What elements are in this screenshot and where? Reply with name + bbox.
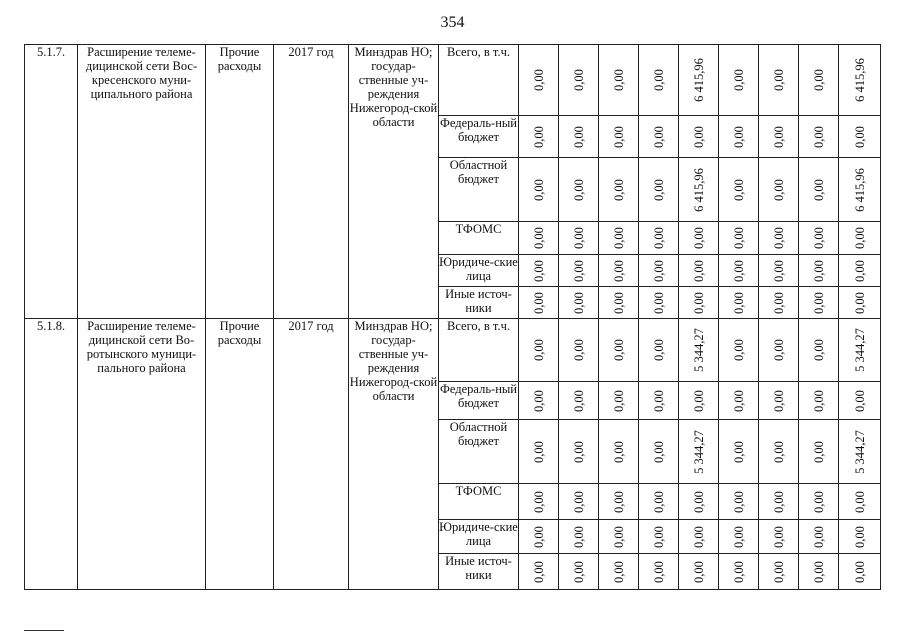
value-cell	[799, 222, 839, 255]
value-cell	[559, 287, 599, 319]
value-text: 0,00	[611, 560, 626, 583]
value-cell	[759, 255, 799, 287]
value-cell	[639, 116, 679, 158]
value-text: 0,00	[811, 227, 826, 249]
value-cell	[519, 554, 559, 590]
value-text: 0,00	[651, 69, 666, 91]
value-cell	[639, 484, 679, 520]
value-text: 0,00	[571, 69, 586, 91]
value-text: 0,00	[731, 259, 746, 282]
value-text: 0,00	[651, 227, 666, 249]
value-cell	[599, 255, 639, 287]
funding-source: Федераль-ный бюджет	[439, 382, 519, 420]
value-text: 0,00	[731, 291, 746, 314]
funding-source: Федераль-ный бюджет	[439, 116, 519, 158]
value-text: 0,00	[731, 69, 746, 91]
value-text: 0,00	[731, 490, 746, 513]
value-text: 0,00	[771, 125, 786, 148]
value-cell	[599, 287, 639, 319]
footer-rule	[24, 630, 64, 631]
table-row	[25, 45, 881, 116]
value-text: 0,00	[531, 125, 546, 148]
funding-source: Областной бюджет	[439, 420, 519, 484]
value-cell	[799, 255, 839, 287]
item-name: Расширение телеме-дицинской сети Во-ротынского муници-пального района	[78, 319, 206, 590]
value-cell	[839, 484, 881, 520]
value-text: 0,00	[691, 560, 706, 583]
value-text: 0,00	[531, 440, 546, 463]
value-cell	[639, 222, 679, 255]
page-number: 354	[440, 14, 465, 31]
value-cell	[679, 382, 719, 420]
value-text: 0,00	[531, 69, 546, 91]
funding-source: ТФОМС	[439, 222, 519, 255]
executor: Минздрав НО; государ-ственные уч-реждения Нижегород-ской области	[349, 319, 439, 590]
value-cell	[799, 520, 839, 554]
value-cell	[759, 420, 799, 484]
value-cell	[839, 116, 881, 158]
value-cell	[559, 222, 599, 255]
funding-source: Областной бюджет	[439, 158, 519, 222]
value-cell	[679, 319, 719, 382]
value-cell	[799, 382, 839, 420]
expense-type: Прочие расходы	[206, 319, 274, 590]
value-cell	[599, 554, 639, 590]
value-text: 0,00	[852, 389, 867, 412]
value-text: 0,00	[852, 490, 867, 513]
value-cell	[519, 382, 559, 420]
value-cell	[599, 45, 639, 116]
value-text: 6 415,96	[691, 58, 706, 102]
value-text: 6 415,96	[852, 58, 867, 102]
value-cell	[719, 287, 759, 319]
value-text: 0,00	[771, 389, 786, 412]
value-text: 5 344,27	[852, 429, 867, 474]
value-cell	[719, 484, 759, 520]
year: 2017 год	[274, 319, 349, 590]
value-text: 0,00	[651, 178, 666, 201]
value-text: 0,00	[611, 389, 626, 412]
value-cell	[639, 158, 679, 222]
value-cell	[799, 158, 839, 222]
value-cell	[839, 287, 881, 319]
value-text: 0,00	[691, 525, 706, 548]
value-cell	[559, 554, 599, 590]
value-text: 0,00	[811, 525, 826, 548]
value-text: 0,00	[611, 227, 626, 249]
value-text: 0,00	[811, 440, 826, 463]
value-cell	[799, 420, 839, 484]
value-text: 0,00	[651, 291, 666, 314]
value-cell	[719, 222, 759, 255]
value-text: 0,00	[811, 178, 826, 201]
value-text: 0,00	[571, 490, 586, 513]
value-cell	[839, 382, 881, 420]
value-cell	[519, 222, 559, 255]
value-text: 5 344,27	[852, 328, 867, 372]
value-cell	[759, 287, 799, 319]
value-text: 0,00	[531, 178, 546, 201]
value-text: 0,00	[611, 440, 626, 463]
funding-source: Всего, в т.ч.	[439, 45, 519, 116]
value-text: 0,00	[571, 227, 586, 249]
value-text: 0,00	[811, 291, 826, 314]
value-cell	[519, 319, 559, 382]
value-cell	[839, 255, 881, 287]
value-cell	[799, 484, 839, 520]
value-cell	[839, 45, 881, 116]
value-cell	[799, 116, 839, 158]
value-text: 0,00	[571, 525, 586, 548]
value-text: 0,00	[651, 490, 666, 513]
funding-source: Иные источ-ники	[439, 554, 519, 590]
value-cell	[679, 484, 719, 520]
value-cell	[759, 484, 799, 520]
value-cell	[599, 222, 639, 255]
value-cell	[679, 420, 719, 484]
value-cell	[839, 520, 881, 554]
year: 2017 год	[274, 45, 349, 319]
value-text: 0,00	[651, 440, 666, 463]
value-cell	[519, 255, 559, 287]
value-cell	[719, 382, 759, 420]
item-code: 5.1.7.	[25, 45, 78, 319]
value-text: 0,00	[731, 178, 746, 201]
executor: Минздрав НО; государ-ственные уч-реждения Нижегород-ской области	[349, 45, 439, 319]
value-cell	[679, 222, 719, 255]
value-cell	[599, 319, 639, 382]
value-text: 6 415,96	[691, 167, 706, 212]
value-text: 0,00	[691, 259, 706, 282]
value-text: 0,00	[531, 389, 546, 412]
value-cell	[679, 158, 719, 222]
value-text: 6 415,96	[852, 167, 867, 212]
expense-type: Прочие расходы	[206, 45, 274, 319]
value-cell	[719, 158, 759, 222]
value-text: 0,00	[852, 259, 867, 282]
value-text: 0,00	[771, 69, 786, 91]
value-cell	[519, 158, 559, 222]
value-cell	[839, 158, 881, 222]
value-cell	[559, 158, 599, 222]
item-name: Расширение телеме-дицинской сети Вос-кресенского муни-ципального района	[78, 45, 206, 319]
value-text: 0,00	[651, 525, 666, 548]
item-code: 5.1.8.	[25, 319, 78, 590]
value-cell	[599, 484, 639, 520]
value-text: 0,00	[852, 525, 867, 548]
value-text: 5 344,27	[691, 429, 706, 474]
value-cell	[519, 116, 559, 158]
funding-source: ТФОМС	[439, 484, 519, 520]
value-cell	[679, 287, 719, 319]
value-cell	[519, 484, 559, 520]
value-cell	[719, 420, 759, 484]
value-text: 0,00	[811, 490, 826, 513]
value-cell	[599, 116, 639, 158]
value-text: 0,00	[611, 259, 626, 282]
value-text: 0,00	[571, 560, 586, 583]
value-text: 0,00	[611, 525, 626, 548]
value-cell	[839, 420, 881, 484]
value-cell	[719, 554, 759, 590]
value-cell	[519, 45, 559, 116]
value-cell	[599, 520, 639, 554]
value-text: 0,00	[571, 389, 586, 412]
value-cell	[679, 520, 719, 554]
value-cell	[639, 319, 679, 382]
value-text: 0,00	[531, 525, 546, 548]
value-text: 0,00	[571, 178, 586, 201]
value-text: 0,00	[731, 339, 746, 361]
funding-source: Юридиче-ские лица	[439, 255, 519, 287]
value-text: 0,00	[611, 339, 626, 361]
value-cell	[639, 255, 679, 287]
value-cell	[639, 420, 679, 484]
value-text: 0,00	[531, 560, 546, 583]
value-cell	[719, 520, 759, 554]
value-text: 0,00	[611, 490, 626, 513]
value-text: 0,00	[531, 291, 546, 314]
value-text: 0,00	[531, 259, 546, 282]
value-text: 0,00	[691, 291, 706, 314]
value-text: 0,00	[731, 525, 746, 548]
value-text: 0,00	[771, 339, 786, 361]
value-cell	[559, 484, 599, 520]
budget-table	[24, 44, 881, 590]
value-cell	[719, 319, 759, 382]
value-cell	[799, 45, 839, 116]
value-cell	[679, 116, 719, 158]
value-cell	[599, 158, 639, 222]
value-text: 0,00	[852, 291, 867, 314]
value-cell	[839, 554, 881, 590]
value-text: 0,00	[811, 339, 826, 361]
value-text: 0,00	[811, 125, 826, 148]
value-text: 0,00	[611, 125, 626, 148]
value-text: 0,00	[852, 227, 867, 249]
value-text: 0,00	[731, 227, 746, 249]
value-cell	[759, 116, 799, 158]
value-text: 0,00	[531, 490, 546, 513]
value-text: 0,00	[691, 227, 706, 249]
value-text: 0,00	[771, 490, 786, 513]
table-row	[25, 319, 881, 382]
value-cell	[519, 287, 559, 319]
value-text: 5 344,27	[691, 328, 706, 372]
value-cell	[759, 319, 799, 382]
value-cell	[559, 520, 599, 554]
value-text: 0,00	[611, 178, 626, 201]
value-text: 0,00	[771, 178, 786, 201]
value-text: 0,00	[811, 560, 826, 583]
value-text: 0,00	[771, 259, 786, 282]
value-cell	[599, 420, 639, 484]
value-text: 0,00	[611, 291, 626, 314]
value-text: 0,00	[571, 259, 586, 282]
value-cell	[639, 520, 679, 554]
value-text: 0,00	[691, 125, 706, 148]
value-cell	[679, 554, 719, 590]
value-text: 0,00	[771, 227, 786, 249]
value-cell	[559, 116, 599, 158]
value-text: 0,00	[651, 560, 666, 583]
value-text: 0,00	[852, 560, 867, 583]
value-text: 0,00	[811, 69, 826, 91]
value-cell	[639, 554, 679, 590]
value-cell	[759, 158, 799, 222]
value-text: 0,00	[811, 389, 826, 412]
value-cell	[799, 319, 839, 382]
funding-source: Всего, в т.ч.	[439, 319, 519, 382]
value-text: 0,00	[771, 291, 786, 314]
value-text: 0,00	[771, 440, 786, 463]
value-cell	[719, 45, 759, 116]
value-cell	[639, 287, 679, 319]
value-cell	[519, 520, 559, 554]
value-cell	[839, 319, 881, 382]
value-cell	[719, 116, 759, 158]
value-cell	[559, 319, 599, 382]
table-body	[25, 45, 881, 590]
value-text: 0,00	[731, 389, 746, 412]
value-text: 0,00	[731, 560, 746, 583]
value-cell	[679, 45, 719, 116]
value-cell	[559, 45, 599, 116]
value-text: 0,00	[852, 125, 867, 148]
value-cell	[799, 554, 839, 590]
value-text: 0,00	[571, 291, 586, 314]
value-cell	[799, 287, 839, 319]
funding-source: Юридиче-ские лица	[439, 520, 519, 554]
value-text: 0,00	[651, 125, 666, 148]
value-text: 0,00	[651, 339, 666, 361]
value-cell	[559, 255, 599, 287]
value-text: 0,00	[731, 440, 746, 463]
value-cell	[759, 554, 799, 590]
value-text: 0,00	[571, 440, 586, 463]
value-cell	[759, 382, 799, 420]
value-cell	[599, 382, 639, 420]
value-cell	[839, 222, 881, 255]
value-text: 0,00	[651, 259, 666, 282]
value-cell	[719, 255, 759, 287]
value-text: 0,00	[691, 490, 706, 513]
value-cell	[519, 420, 559, 484]
value-text: 0,00	[651, 389, 666, 412]
value-cell	[679, 255, 719, 287]
value-cell	[759, 222, 799, 255]
value-text: 0,00	[571, 339, 586, 361]
value-text: 0,00	[771, 525, 786, 548]
value-cell	[759, 45, 799, 116]
value-text: 0,00	[571, 125, 586, 148]
value-cell	[559, 382, 599, 420]
value-text: 0,00	[771, 560, 786, 583]
value-cell	[559, 420, 599, 484]
value-cell	[639, 45, 679, 116]
value-text: 0,00	[611, 69, 626, 91]
value-text: 0,00	[531, 339, 546, 361]
value-text: 0,00	[811, 259, 826, 282]
value-text: 0,00	[531, 227, 546, 249]
value-text: 0,00	[691, 389, 706, 412]
value-text: 0,00	[731, 125, 746, 148]
value-cell	[639, 382, 679, 420]
funding-source: Иные источ-ники	[439, 287, 519, 319]
value-cell	[759, 520, 799, 554]
